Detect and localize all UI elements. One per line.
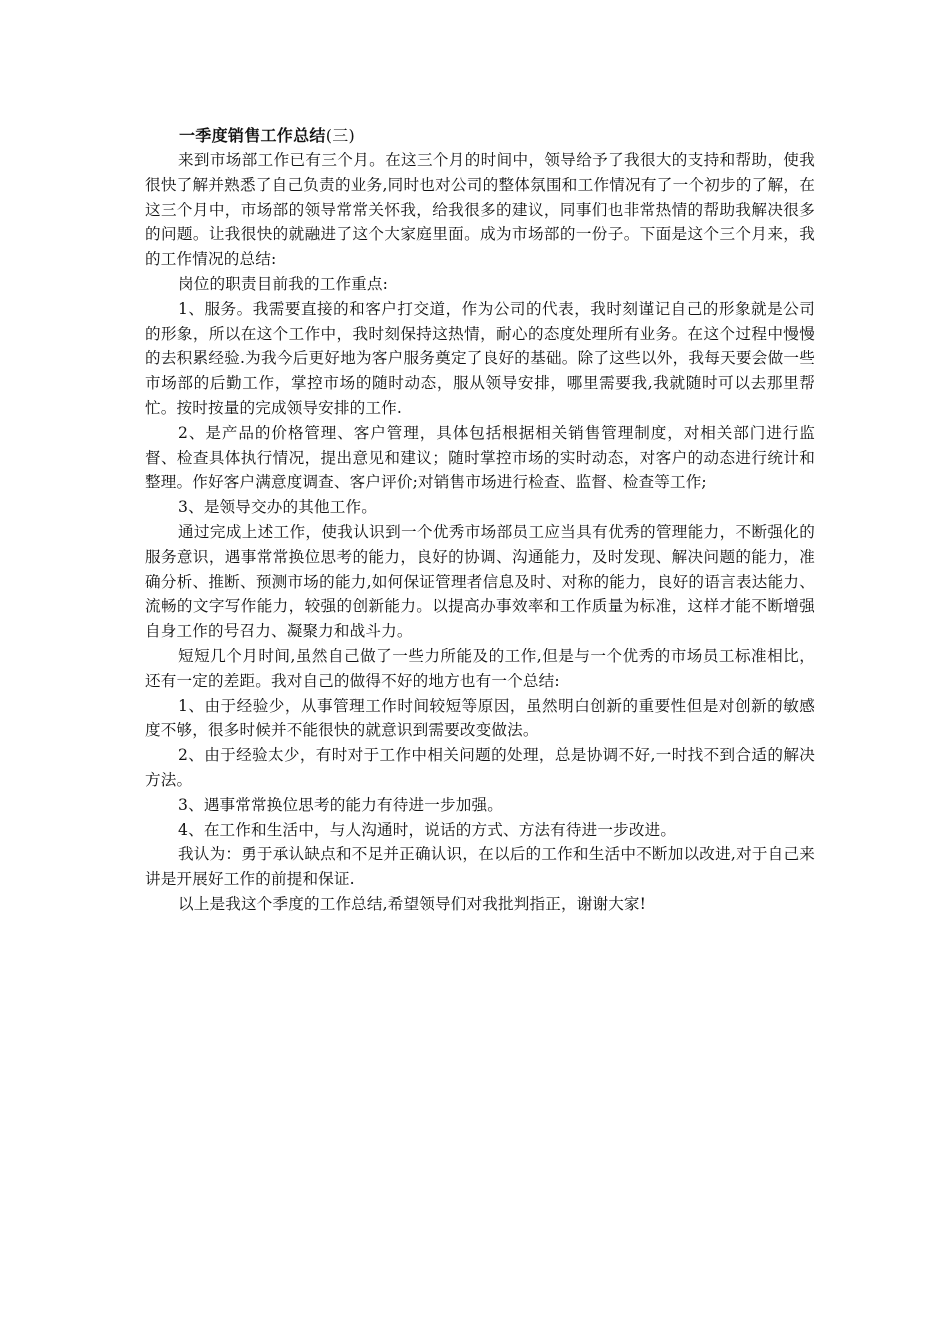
paragraph-closing: 以上是我这个季度的工作总结,希望领导们对我批判指正，谢谢大家! <box>178 894 647 913</box>
paragraph-duty-3: 3、是领导交办的其他工作。 <box>178 498 377 517</box>
paragraph-shortcoming-2: 2、由于经验太少，有时对于工作中相关问题的处理，总是协调不好,一时找不到合适的解决方法。 <box>145 746 815 789</box>
paragraph-intro: 来到市场部工作已有三个月。在这三个月的时间中，领导给予了我很大的支持和帮助，使我很快了解并熟悉了自己负责的业务,同时也对公司的整体氛围和工作情况有了一个初步的了解，在这三个月中，市场部的领导常常关怀我，给我很多的建议，同事们也非常热情的帮助我解决很多的问题。让我很快的就融进了这个大家庭里面。成为市场部的一份子。下面是这个三个月来，我的工作情况的总结: <box>145 151 815 269</box>
document-title-text: 一季度销售工作总结 <box>179 126 326 145</box>
document-page <box>145 123 815 917</box>
paragraph-shortcoming-4: 4、在工作和生活中，与人沟通时，说话的方式、方法有待进一步改进。 <box>178 820 677 839</box>
paragraph-duty-2: 2、是产品的价格管理、客户管理，具体包括根据相关销售管理制度，对相关部门进行监督、检查具体执行情况，提出意见和建议；随时掌控市场的实时动态，对客户的动态进行统计和整理。作好客户满意度调查、客户评价;对销售市场进行检查、监督、检查等工作; <box>145 423 815 492</box>
paragraph-duties-heading: 岗位的职责目前我的工作重点: <box>178 274 389 293</box>
paragraph-reflection: 我认为：勇于承认缺点和不足并正确认识，在以后的工作和生活中不断加以改进,对于自己来讲是开展好工作的前提和保证. <box>145 845 815 889</box>
paragraph-duty-1: 1、服务。我需要直接的和客户打交道，作为公司的代表，我时刻谨记自己的形象就是公司的形象，所以在这个工作中，我时刻保持这热情，耐心的态度处理所有业务。在这个过程中慢慢的去积累经验.为我今后更好地为客户服务奠定了良好的基础。除了这些以外，我每天要会做一些市场部的后勤工作，掌控市场的随时动态，服从领导安排，哪里需要我,我就随时可以去那里帮忙。按时按量的完成领导安排的工作. <box>145 299 815 417</box>
paragraph-shortcomings-intro: 短短几个月时间,虽然自己做了一些力所能及的工作,但是与一个优秀的市场员工标准相比，还有一定的差距。我对自己的做得不好的地方也有一个总结: <box>145 646 815 690</box>
paragraph-insight: 通过完成上述工作，使我认识到一个优秀市场部员工应当具有优秀的管理能力，不断强化的服务意识，遇事常常换位思考的能力，良好的协调、沟通能力，及时发现、解决问题的能力，准确分析、推断、预测市场的能力,如何保证管理者信息及时、对称的能力，良好的语言表达能力、流畅的文字写作能力，较强的创新能力。以提高办事效率和工作质量为标准，这样才能不断增强自身工作的号召力、凝聚力和战斗力。 <box>145 522 815 641</box>
paragraph-shortcoming-3: 3、遇事常常换位思考的能力有待进一步加强。 <box>178 795 503 814</box>
document-title <box>179 123 815 148</box>
paragraph-shortcoming-1: 1、由于经验少，从事管理工作时间较短等原因，虽然明白创新的重要性但是对创新的敏感度不够，很多时候并不能很快的就意识到需要改变做法。 <box>145 696 815 740</box>
document-title-suffix: (三) <box>325 126 356 145</box>
